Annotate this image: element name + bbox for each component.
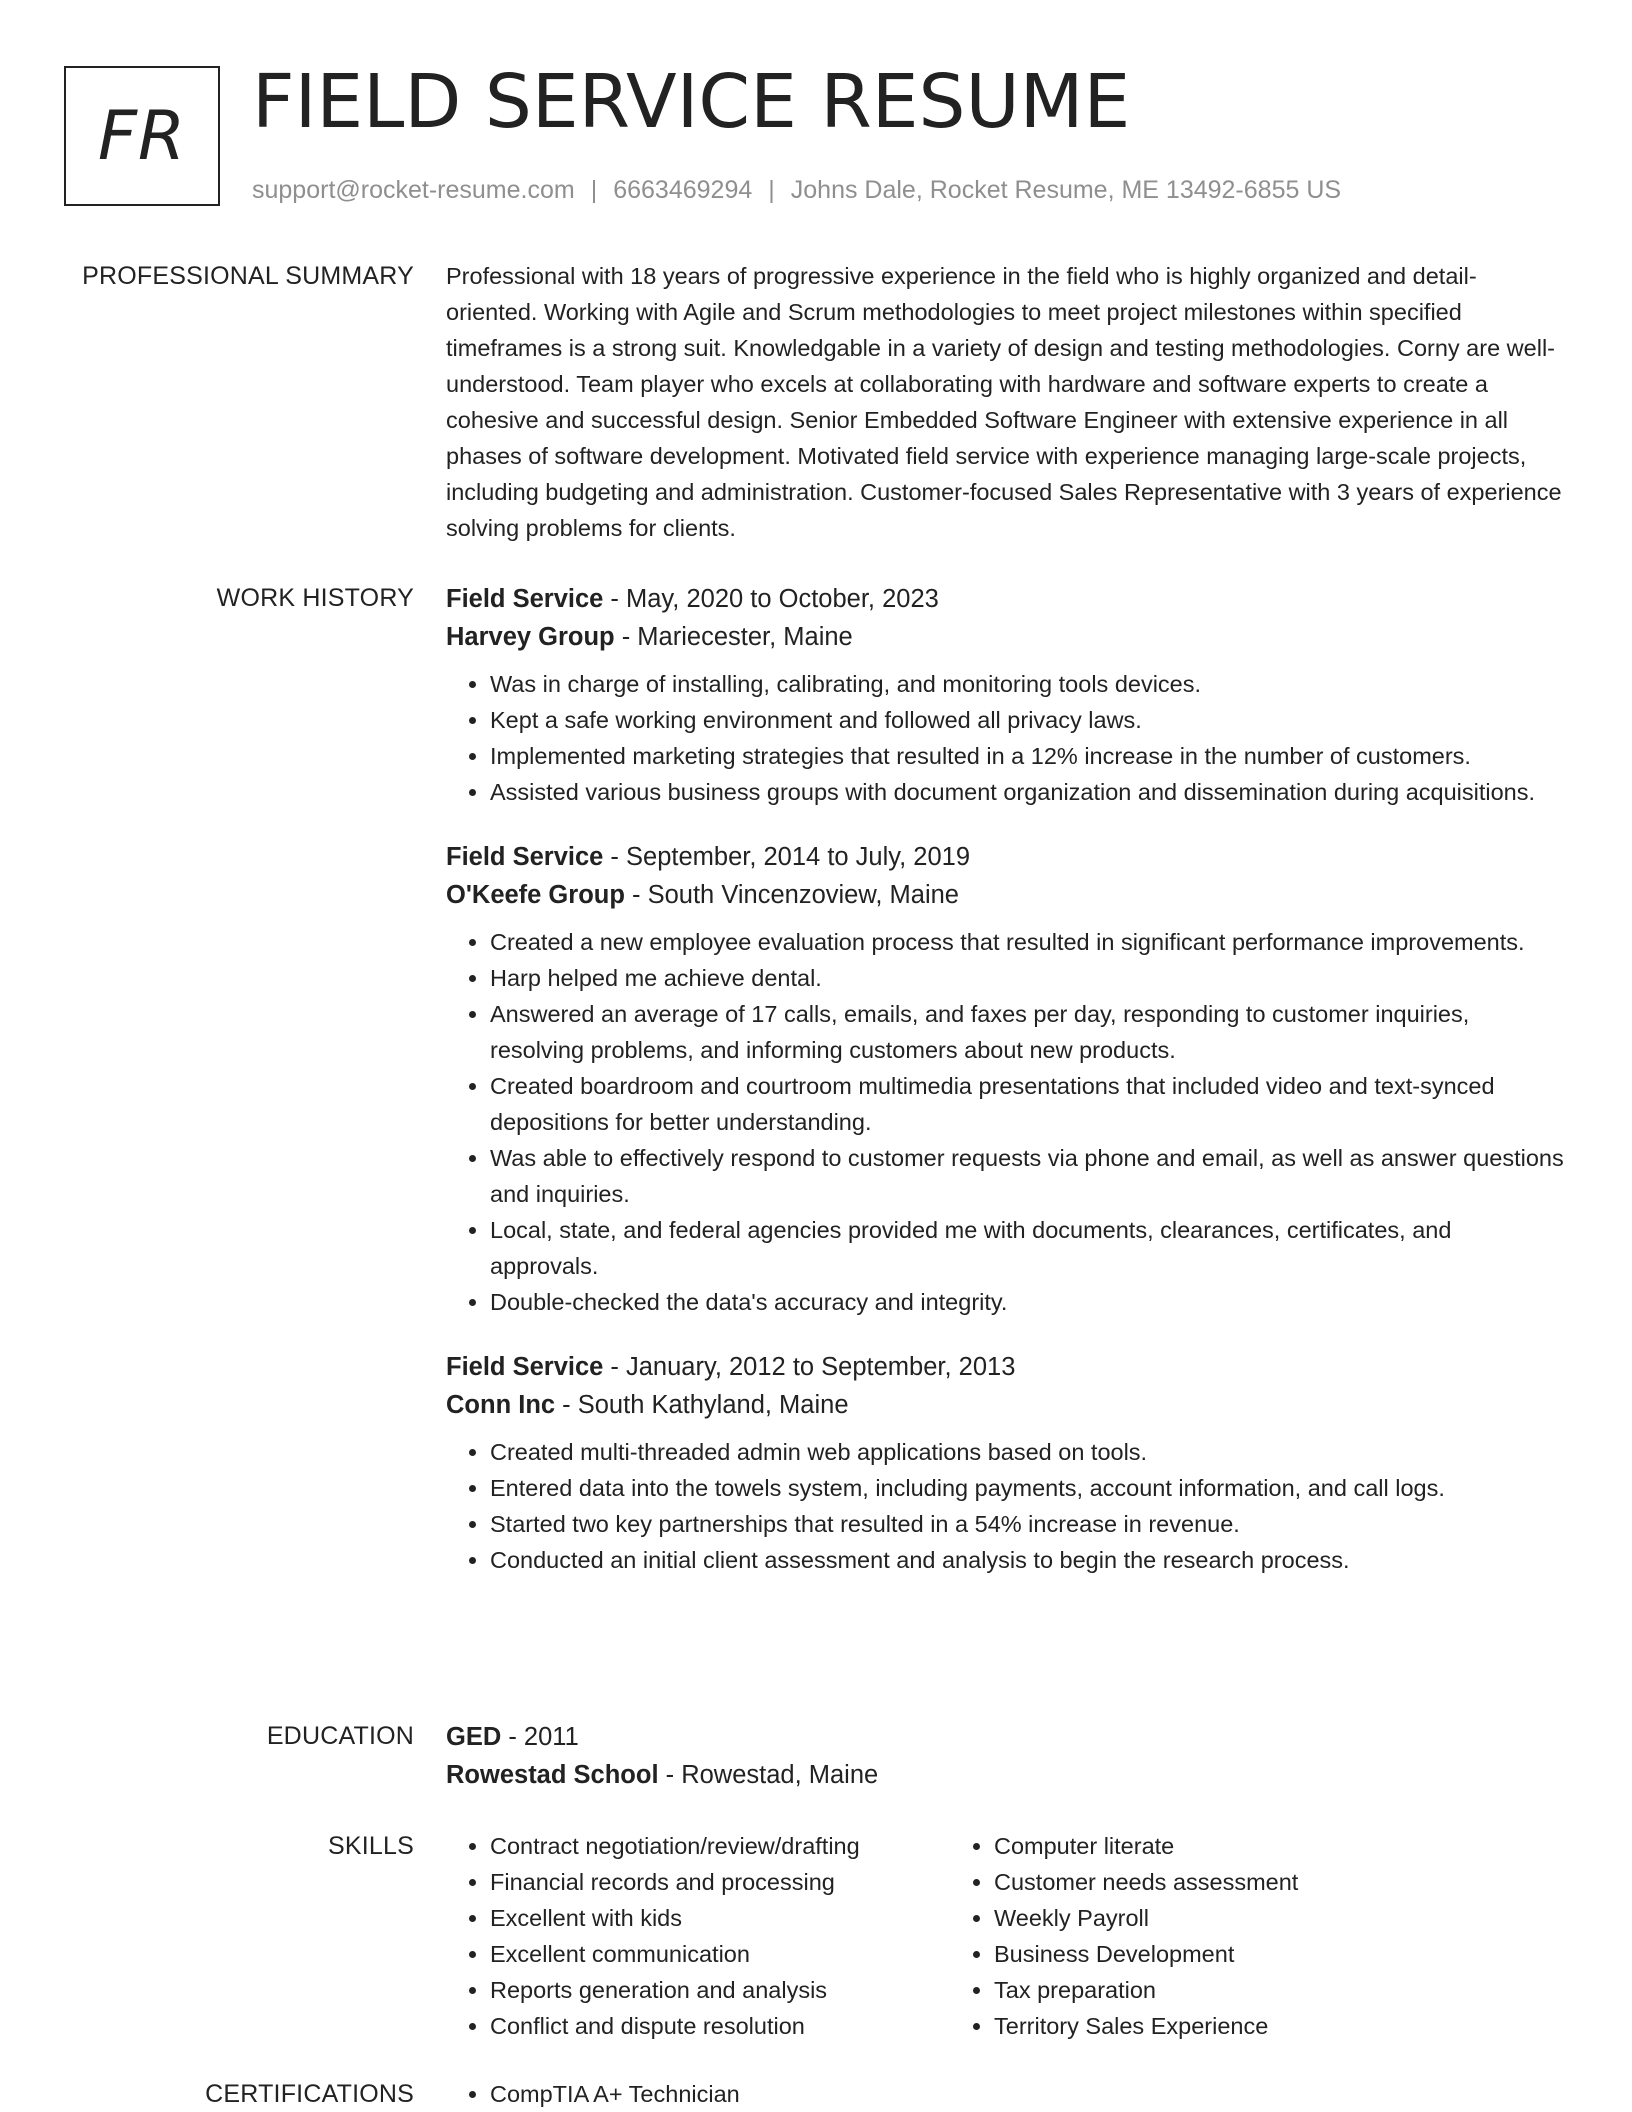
job-company-line bbox=[446, 876, 1566, 914]
education-school-line bbox=[446, 1756, 1566, 1794]
skills-body bbox=[446, 1828, 1566, 2044]
job-bullet: • Local, state, and federal agencies provided me with documents, clearances, certificates, and approvals. bbox=[490, 1212, 1566, 1284]
page-title: FIELD SERVICE RESUME bbox=[252, 59, 1131, 145]
skill-item: • Weekly Payroll bbox=[994, 1900, 1454, 1936]
skill-item: • Customer needs assessment bbox=[994, 1864, 1454, 1900]
job-bullet: • Implemented marketing strategies that resulted in a 12% increase in the number of customers. bbox=[490, 738, 1566, 774]
section-label-certifications: CERTIFICATIONS bbox=[205, 2080, 414, 2108]
job-entry bbox=[446, 1348, 1566, 1578]
education-body bbox=[446, 1718, 1566, 1794]
job-dates: - January, 2012 to September, 2013 bbox=[603, 1353, 1016, 1381]
job-company-line bbox=[446, 1386, 1566, 1424]
education-degree: GED bbox=[446, 1723, 502, 1751]
skill-item: • Excellent communication bbox=[490, 1936, 950, 1972]
contact-address: Johns Dale, Rocket Resume, ME 13492-6855 US bbox=[790, 176, 1342, 204]
monogram-badge bbox=[64, 66, 220, 206]
job-bullet: • Started two key partnerships that resulted in a 54% increase in revenue. bbox=[490, 1506, 1566, 1542]
certifications-columns bbox=[446, 2076, 1566, 2112]
job-location: - South Vincenzoview, Maine bbox=[624, 881, 959, 909]
education-year: - 2011 bbox=[501, 1723, 579, 1751]
contact-separator: | bbox=[768, 176, 775, 204]
section-label-education: EDUCATION bbox=[266, 1722, 414, 1750]
job-bullet: • Harp helped me achieve dental. bbox=[490, 960, 1566, 996]
job-entry bbox=[446, 838, 1566, 1320]
job-bullet: • Entered data into the towels system, including payments, account information, and call logs. bbox=[490, 1470, 1566, 1506]
job-company: Conn Inc bbox=[446, 1391, 556, 1419]
summary-body bbox=[446, 258, 1566, 546]
skills-list-right bbox=[950, 1828, 1454, 2044]
job-company: Harvey Group bbox=[446, 623, 615, 651]
job-title: Field Service bbox=[446, 843, 604, 871]
job-bullets bbox=[446, 1434, 1566, 1578]
job-title-line bbox=[446, 838, 1566, 876]
monogram-text: FR bbox=[97, 96, 187, 176]
education-location: - Rowestad, Maine bbox=[658, 1761, 879, 1789]
certification-item: • CompTIA A+ Technician bbox=[490, 2076, 950, 2112]
job-title: Field Service bbox=[446, 1353, 604, 1381]
skill-item: • Contract negotiation/review/drafting bbox=[490, 1828, 950, 1864]
education-degree-line bbox=[446, 1718, 1566, 1756]
skill-item: • Business Development bbox=[994, 1936, 1454, 1972]
job-bullet: • Created multi-threaded admin web applications based on tools. bbox=[490, 1434, 1566, 1470]
job-bullet: • Conducted an initial client assessment and analysis to begin the research process. bbox=[490, 1542, 1566, 1578]
certifications-list bbox=[446, 2076, 950, 2112]
job-dates: - September, 2014 to July, 2019 bbox=[603, 843, 971, 871]
skill-item: • Financial records and processing bbox=[490, 1864, 950, 1900]
job-bullet: • Was in charge of installing, calibrating, and monitoring tools devices. bbox=[490, 666, 1566, 702]
work-history-body bbox=[446, 580, 1566, 1578]
job-company-line bbox=[446, 618, 1566, 656]
job-bullet: • Was able to effectively respond to customer requests via phone and email, as well as answer questions and inquiries. bbox=[490, 1140, 1566, 1212]
job-bullet: • Assisted various business groups with document organization and dissemination during acquisitions. bbox=[490, 774, 1566, 810]
section-label-work-history: WORK HISTORY bbox=[216, 584, 414, 612]
job-title-line bbox=[446, 1348, 1566, 1386]
skill-item: • Tax preparation bbox=[994, 1972, 1454, 2008]
skill-item: • Conflict and dispute resolution bbox=[490, 2008, 950, 2044]
section-label-summary: PROFESSIONAL SUMMARY bbox=[82, 262, 414, 290]
job-title-line bbox=[446, 580, 1566, 618]
contact-phone: 6663469294 bbox=[613, 176, 753, 204]
skill-item: • Territory Sales Experience bbox=[994, 2008, 1454, 2044]
job-location: - Mariecester, Maine bbox=[614, 623, 853, 651]
education-school: Rowestad School bbox=[446, 1761, 659, 1789]
job-bullets bbox=[446, 924, 1566, 1320]
skill-item: • Excellent with kids bbox=[490, 1900, 950, 1936]
contact-line bbox=[252, 172, 1341, 208]
skill-item: • Computer literate bbox=[994, 1828, 1454, 1864]
job-bullets bbox=[446, 666, 1566, 810]
skills-columns bbox=[446, 1828, 1566, 2044]
job-entry bbox=[446, 580, 1566, 810]
skill-item: • Reports generation and analysis bbox=[490, 1972, 950, 2008]
job-dates: - May, 2020 to October, 2023 bbox=[603, 585, 939, 613]
skills-list-left bbox=[446, 1828, 950, 2044]
job-title: Field Service bbox=[446, 585, 604, 613]
section-label-skills: SKILLS bbox=[328, 1832, 414, 1860]
job-bullet: • Kept a safe working environment and followed all privacy laws. bbox=[490, 702, 1566, 738]
job-company: O'Keefe Group bbox=[446, 881, 625, 909]
job-bullet: • Answered an average of 17 calls, emails, and faxes per day, responding to customer inquiries, resolving problems, and informing customers about new products. bbox=[490, 996, 1566, 1068]
certifications-body bbox=[446, 2076, 1566, 2112]
contact-separator: | bbox=[590, 176, 598, 204]
job-location: - South Kathyland, Maine bbox=[555, 1391, 849, 1419]
job-bullet: • Created boardroom and courtroom multimedia presentations that included video and text-synced depositions for better understanding. bbox=[490, 1068, 1566, 1140]
contact-email: support@rocket-resume.com bbox=[252, 176, 575, 204]
job-bullet: • Created a new employee evaluation process that resulted in significant performance improvements. bbox=[490, 924, 1566, 960]
job-bullet: • Double-checked the data's accuracy and integrity. bbox=[490, 1284, 1566, 1320]
summary-text: Professional with 18 years of progressive experience in the field who is highly organized and detail-oriented. Working with Agile and Scrum methodologies to meet project milestones within specified timeframes is a strong suit. Knowledgable in a variety of design and testing methodologies. Corny are well-understood. Team player who excels at collaborating with hardware and software experts to create a cohesive and successful design. Senior Embedded Software Engineer with extensive experience in all phases of software development. Motivated field service with experience managing large-scale projects, including budgeting and administration. Customer-focused Sales Representative with 3 years of experience solving problems for clients. bbox=[446, 263, 1562, 541]
